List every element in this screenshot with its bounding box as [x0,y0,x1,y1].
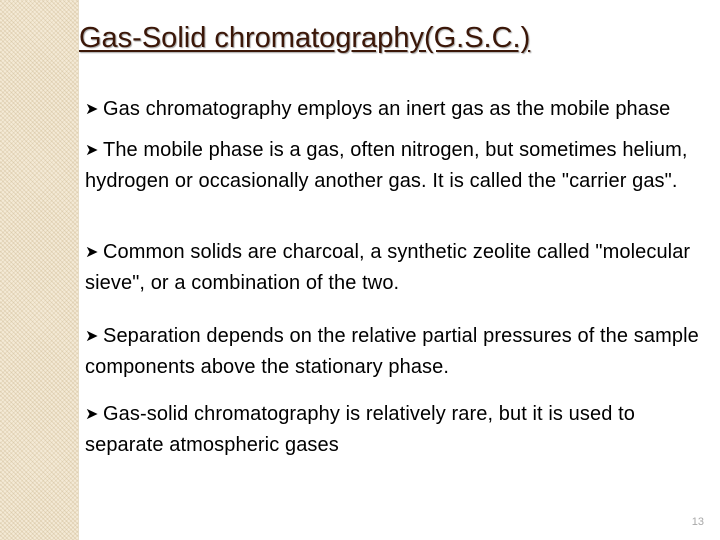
bullet-item-5 [85,399,717,460]
arrow-bullet-icon: ➤ [85,244,99,261]
bullet-item-3 [85,237,717,298]
decorative-side-texture [0,0,78,540]
arrow-bullet-icon: ➤ [85,328,99,345]
bullet-text-4: Separation depends on the relative partial pressures of the sample components above the stationary phase. [85,325,699,378]
slide-number: 13 [691,516,704,528]
slide-title: Gas-Solid chromatography(G.S.C.) [79,22,531,54]
bullet-text-1: Gas chromatography employs an inert gas as the mobile phase [103,98,671,120]
bullet-item-2 [85,135,717,196]
arrow-bullet-icon: ➤ [85,406,99,423]
bullet-text-3: Common solids are charcoal, a synthetic zeolite called "molecular sieve", or a combination of the two. [85,241,691,294]
arrow-bullet-icon: ➤ [85,101,99,118]
bullet-item-1 [85,94,717,125]
bullet-text-2: The mobile phase is a gas, often nitrogen, but sometimes helium, hydrogen or occasionally another gas. It is called the "carrier gas". [85,139,688,192]
bullet-item-4 [85,321,717,382]
arrow-bullet-icon: ➤ [85,142,99,159]
bullet-text-5: Gas-solid chromatography is relatively rare, but it is used to separate atmospheric gases [85,403,635,456]
